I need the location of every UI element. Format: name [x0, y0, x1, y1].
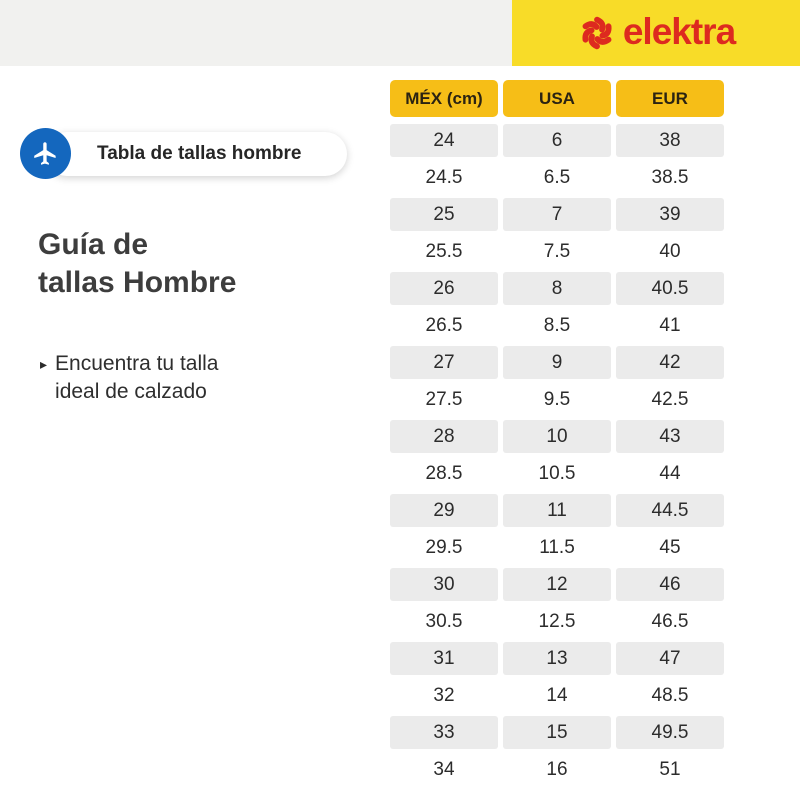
table-cell: 12 [503, 568, 611, 601]
column-header: MÉX (cm) [390, 80, 498, 117]
size-table-body [390, 122, 724, 788]
table-row [390, 677, 724, 714]
table-cell: 14 [546, 684, 568, 706]
table-row [390, 122, 724, 159]
table-row [390, 640, 724, 677]
table-cell: 44 [659, 462, 681, 484]
table-cell: 44.5 [616, 494, 724, 527]
section-badge [20, 128, 350, 180]
table-cell: 25 [390, 198, 498, 231]
table-cell: 49.5 [616, 716, 724, 749]
table-row [390, 751, 724, 788]
brand-logo-text: elektra [622, 10, 736, 52]
table-cell: 46.5 [651, 610, 689, 632]
table-cell: 31 [390, 642, 498, 675]
table-row [390, 344, 724, 381]
table-cell: 15 [503, 716, 611, 749]
elektra-pinwheel-icon [577, 13, 617, 53]
table-row [390, 381, 724, 418]
badge-circle [20, 128, 71, 179]
bullet-item [40, 350, 218, 406]
table-cell: 39 [616, 198, 724, 231]
table-row [390, 566, 724, 603]
topbar-spacer [0, 0, 512, 66]
table-cell: 26.5 [425, 314, 463, 336]
table-cell: 34 [433, 758, 455, 780]
triangle-bullet-icon: ▸ [40, 356, 48, 372]
table-cell: 41 [659, 314, 681, 336]
table-row [390, 529, 724, 566]
table-cell: 30 [390, 568, 498, 601]
table-cell: 38 [616, 124, 724, 157]
table-row [390, 603, 724, 640]
table-cell: 12.5 [538, 610, 576, 632]
table-row [390, 196, 724, 233]
table-cell: 40 [659, 240, 681, 262]
table-cell: 13 [503, 642, 611, 675]
table-cell: 9 [503, 346, 611, 379]
table-cell: 6 [503, 124, 611, 157]
bullet-text [55, 350, 218, 406]
table-cell: 7.5 [543, 240, 571, 262]
table-row [390, 418, 724, 455]
table-cell: 46 [616, 568, 724, 601]
table-cell: 26 [390, 272, 498, 305]
table-cell: 48.5 [651, 684, 689, 706]
table-cell: 24.5 [425, 166, 463, 188]
table-cell: 30.5 [425, 610, 463, 632]
table-row [390, 455, 724, 492]
airplane-icon [32, 140, 59, 167]
table-cell: 11 [503, 494, 611, 527]
column-header: EUR [616, 80, 724, 117]
table-row [390, 492, 724, 529]
table-cell: 10.5 [538, 462, 576, 484]
table-cell: 10 [503, 420, 611, 453]
table-cell: 8 [503, 272, 611, 305]
table-cell: 42.5 [651, 388, 689, 410]
table-cell: 43 [616, 420, 724, 453]
page-title-line1: Guía de [38, 228, 149, 261]
table-cell: 40.5 [616, 272, 724, 305]
table-cell: 9.5 [543, 388, 571, 410]
table-cell: 25.5 [425, 240, 463, 262]
page-title [38, 226, 236, 302]
table-cell: 7 [503, 198, 611, 231]
size-table-header [390, 80, 724, 117]
table-row [390, 714, 724, 751]
table-cell: 32 [433, 684, 455, 706]
table-cell: 27.5 [425, 388, 463, 410]
bullet-text-line2: ideal de calzado [55, 380, 207, 403]
bullet-text-line1: Encuentra tu talla [55, 352, 219, 375]
table-cell: 45 [659, 536, 681, 558]
page-title-line2: tallas Hombre [38, 266, 237, 299]
table-cell: 29 [390, 494, 498, 527]
table-row [390, 307, 724, 344]
table-cell: 33 [390, 716, 498, 749]
table-cell: 42 [616, 346, 724, 379]
table-cell: 24 [390, 124, 498, 157]
table-cell: 28 [390, 420, 498, 453]
table-cell: 47 [616, 642, 724, 675]
table-cell: 11.5 [539, 536, 575, 558]
table-row [390, 270, 724, 307]
table-cell: 8.5 [543, 314, 571, 336]
column-header: USA [503, 80, 611, 117]
table-cell: 27 [390, 346, 498, 379]
size-table [390, 80, 724, 788]
table-cell: 51 [659, 758, 681, 780]
table-cell: 38.5 [651, 166, 689, 188]
table-cell: 28.5 [425, 462, 463, 484]
table-cell: 6.5 [543, 166, 571, 188]
table-row [390, 159, 724, 196]
brand-banner [512, 0, 800, 66]
badge-pill [45, 132, 347, 176]
table-cell: 29.5 [425, 536, 463, 558]
table-row [390, 233, 724, 270]
table-cell: 16 [546, 758, 568, 780]
badge-label: Tabla de tallas hombre [97, 143, 302, 164]
